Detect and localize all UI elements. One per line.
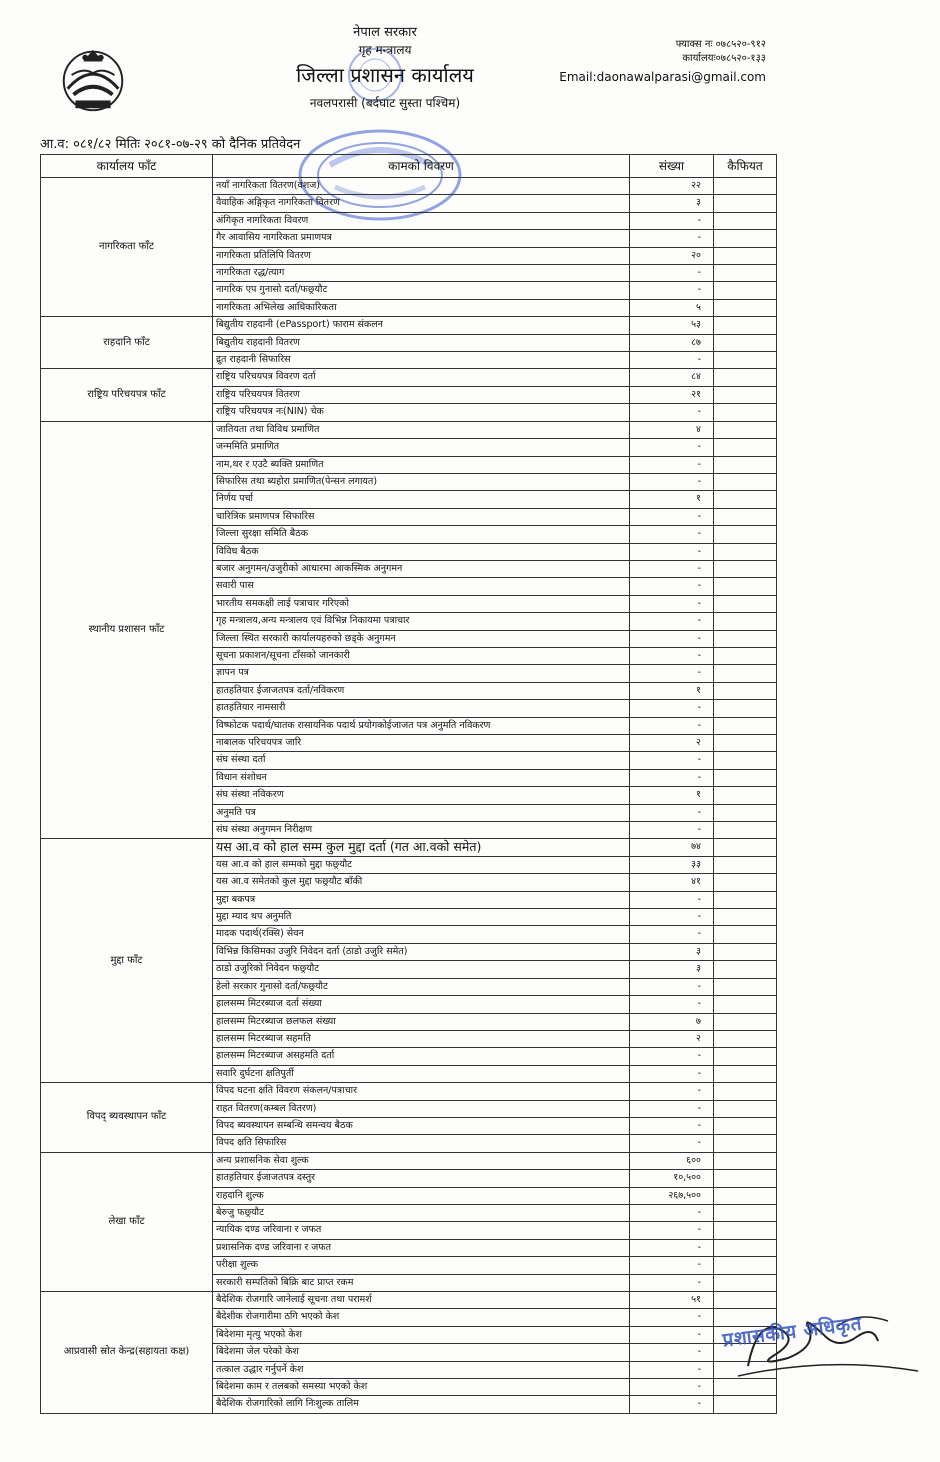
remarks-cell xyxy=(714,369,777,386)
activity-cell: जन्ममिति प्रमाणित xyxy=(213,439,630,456)
remarks-cell xyxy=(714,1239,777,1256)
nepal-emblem-icon xyxy=(54,40,132,118)
count-cell: - xyxy=(630,630,714,647)
count-cell: ५३ xyxy=(630,317,714,334)
header-activity: कामको विवरण xyxy=(213,155,630,178)
table-header-row xyxy=(41,155,777,178)
remarks-cell xyxy=(714,439,777,456)
remarks-cell xyxy=(714,456,777,473)
table-row xyxy=(41,1083,777,1100)
remarks-cell xyxy=(714,943,777,960)
activity-cell: हालसम्म मिटरब्याज छलफल संख्या xyxy=(213,1013,630,1030)
activity-cell: सवारी पास xyxy=(213,578,630,595)
activity-cell: बैदेशिक रोजगारि जानेलाई सूचना तथा परामर्श xyxy=(213,1292,630,1309)
table-body xyxy=(41,178,777,1414)
email-address: Email:daonawalparasi@gmail.com xyxy=(559,70,766,84)
count-cell: - xyxy=(630,526,714,543)
remarks-cell xyxy=(714,1257,777,1274)
activity-cell: राहदानि शुल्क xyxy=(213,1187,630,1204)
remarks-cell xyxy=(714,1170,777,1187)
count-cell: - xyxy=(630,1309,714,1326)
count-cell: - xyxy=(630,265,714,282)
count-cell: - xyxy=(630,647,714,664)
count-cell: - xyxy=(630,909,714,926)
activity-cell: मादक पदार्थ(रक्सि) सेवन xyxy=(213,926,630,943)
unit-cell: आप्रवासी स्रोत केन्द्र(सहायता कक्ष) xyxy=(41,1292,213,1414)
remarks-cell xyxy=(714,247,777,264)
remarks-cell xyxy=(714,404,777,421)
unit-cell: राहदानि फाँट xyxy=(41,317,213,369)
count-cell: - xyxy=(630,978,714,995)
count-cell: - xyxy=(630,1379,714,1396)
unit-cell: लेखा फाँट xyxy=(41,1152,213,1291)
remarks-cell xyxy=(714,421,777,438)
activity-cell: विधान संशोधन xyxy=(213,769,630,786)
remarks-cell xyxy=(714,1135,777,1152)
remarks-cell xyxy=(714,647,777,664)
activity-cell: अनुमति पत्र xyxy=(213,804,630,821)
remarks-cell xyxy=(714,735,777,752)
activity-cell: निर्णय पर्चा xyxy=(213,491,630,508)
activity-cell: सरकारी सम्पतिको बिक्रि बाट प्राप्त रकम xyxy=(213,1274,630,1291)
activity-cell: राहत वितरण(कम्बल वितरण) xyxy=(213,1100,630,1117)
count-cell: - xyxy=(630,613,714,630)
activity-cell: नयाँ नागरिकता वितरण(वंशज) xyxy=(213,178,630,195)
activity-cell: तत्काल उद्धार गर्नुपर्ने केश xyxy=(213,1361,630,1378)
table-row xyxy=(41,317,777,334)
count-cell: - xyxy=(630,1257,714,1274)
activity-cell: चारित्रिक प्रमाणपत्र सिफारिस xyxy=(213,508,630,525)
activity-cell: विभिन्न किसिमका उजुरि निवेदन दर्ता (ठाडो उजुरि समेत) xyxy=(213,943,630,960)
remarks-cell xyxy=(714,874,777,891)
count-cell: ६०० xyxy=(630,1152,714,1169)
header-unit: कार्यालय फाँट xyxy=(41,155,213,178)
count-cell: - xyxy=(630,1326,714,1343)
remarks-cell xyxy=(714,265,777,282)
count-cell: - xyxy=(630,473,714,490)
activity-cell: अन्य प्रशासनिक सेवा शुल्क xyxy=(213,1152,630,1169)
count-cell: २६७,५०० xyxy=(630,1187,714,1204)
count-cell: - xyxy=(630,578,714,595)
count-cell: ३ xyxy=(630,195,714,212)
count-cell: - xyxy=(630,717,714,734)
ministry-name: गृह मन्त्रालय xyxy=(358,43,412,57)
remarks-cell xyxy=(714,909,777,926)
activity-cell: बिद्युतीय राहदानी (ePassport) फाराम संकलन xyxy=(213,317,630,334)
count-cell: - xyxy=(630,891,714,908)
table-row xyxy=(41,178,777,195)
government-name: नेपाल सरकार xyxy=(353,25,417,40)
count-cell: ७ xyxy=(630,1013,714,1030)
count-cell: - xyxy=(630,1222,714,1239)
count-cell: ५ xyxy=(630,299,714,316)
letterhead xyxy=(250,24,520,112)
remarks-cell xyxy=(714,1222,777,1239)
count-cell: - xyxy=(630,769,714,786)
activity-cell: हातहतियार ईजाजतपत्र दर्ता/नविकरण xyxy=(213,682,630,699)
remarks-cell xyxy=(714,700,777,717)
activity-cell: विष्फोटक पदार्थ/घातक रासायनिक पदार्थ प्रयोगकोईजाजत पत्र अनुमति नविकरण xyxy=(213,717,630,734)
remarks-cell xyxy=(714,1065,777,1082)
activity-cell: विपद क्षति सिफारिस xyxy=(213,1135,630,1152)
table-row xyxy=(41,421,777,438)
activity-cell: बजार अनुगमन/उजुरीको आधारमा आकस्मिक अनुगमन xyxy=(213,560,630,577)
count-cell: - xyxy=(630,352,714,369)
count-cell: ८४ xyxy=(630,369,714,386)
table-row xyxy=(41,369,777,386)
remarks-cell xyxy=(714,560,777,577)
activity-cell: बैदेशिक रोजगारिको लागि निःशुल्क तालिम xyxy=(213,1396,630,1413)
count-cell: १ xyxy=(630,787,714,804)
activity-cell: ज्ञापन पत्र xyxy=(213,665,630,682)
activity-cell: हातहतियार नामसारी xyxy=(213,700,630,717)
count-cell: - xyxy=(630,212,714,229)
remarks-cell xyxy=(714,1204,777,1221)
unit-cell: स्थानीय प्रशासन फाँट xyxy=(41,421,213,839)
remarks-cell xyxy=(714,1396,777,1413)
count-cell: - xyxy=(630,1135,714,1152)
unit-cell: विपद् ब्यवस्थापन फाँट xyxy=(41,1083,213,1153)
remarks-cell xyxy=(714,787,777,804)
remarks-cell xyxy=(714,526,777,543)
count-cell: - xyxy=(630,439,714,456)
authorized-officer-stamp: प्रशासकीय अधिकृत xyxy=(721,1312,864,1352)
count-cell: २२ xyxy=(630,178,714,195)
remarks-cell xyxy=(714,926,777,943)
count-cell: - xyxy=(630,1239,714,1256)
remarks-cell xyxy=(714,769,777,786)
remarks-cell xyxy=(714,491,777,508)
table-row xyxy=(41,1152,777,1169)
remarks-cell xyxy=(714,195,777,212)
activity-cell: नागरिकता प्रतिलिपि वितरण xyxy=(213,247,630,264)
activity-cell: राष्ट्रिय परिचयपत्र नः(NIN) चेक xyxy=(213,404,630,421)
remarks-cell xyxy=(714,317,777,334)
count-cell: - xyxy=(630,1065,714,1082)
district-name: नवलपरासी (बर्दघाट सुस्ता पश्चिम) xyxy=(309,96,461,110)
daily-report-table xyxy=(40,154,777,1414)
activity-cell: सूचना प्रकाशन/सूचना टाँसको जानकारी xyxy=(213,647,630,664)
count-cell: - xyxy=(630,508,714,525)
activity-cell: परीक्षा शुल्क xyxy=(213,1257,630,1274)
count-cell: ४१ xyxy=(630,874,714,891)
count-cell: ४ xyxy=(630,421,714,438)
count-cell: - xyxy=(630,996,714,1013)
activity-cell: बिदेशमा काम र तलबको समस्या भएको केश xyxy=(213,1379,630,1396)
count-cell: - xyxy=(630,543,714,560)
remarks-cell xyxy=(714,1187,777,1204)
count-cell: - xyxy=(630,1048,714,1065)
count-cell: २ xyxy=(630,735,714,752)
remarks-cell xyxy=(714,299,777,316)
count-cell: २१ xyxy=(630,386,714,403)
unit-cell: मुद्दा फाँट xyxy=(41,839,213,1083)
activity-cell: मुद्दा बकपत्र xyxy=(213,891,630,908)
count-cell: - xyxy=(630,456,714,473)
remarks-cell xyxy=(714,1100,777,1117)
activity-cell: राष्ट्रिय परिचयपत्र विवरण दर्ता xyxy=(213,369,630,386)
remarks-cell xyxy=(714,230,777,247)
remarks-cell xyxy=(714,1117,777,1134)
remarks-cell xyxy=(714,856,777,873)
remarks-cell xyxy=(714,630,777,647)
count-cell: - xyxy=(630,1204,714,1221)
header-count: संख्या xyxy=(630,155,714,178)
fax-number: फ्याक्स नः ०७८५२०-९१२ xyxy=(675,39,766,50)
activity-cell: मुद्दा म्याद थप अनुमति xyxy=(213,909,630,926)
activity-cell: हालसम्म मिटरब्याज दर्ता संख्या xyxy=(213,996,630,1013)
activity-cell: बैदेशीक रोजगारीमा ठगि भएको केश xyxy=(213,1309,630,1326)
activity-cell: ठाडो उजुरिको निवेदन फछ्र्यौट xyxy=(213,961,630,978)
remarks-cell xyxy=(714,1083,777,1100)
activity-cell: विपद घटना क्षति विवरण संकलन/पत्राचार xyxy=(213,1083,630,1100)
activity-cell: विपद ब्यवस्थापन सम्बन्धि समन्वय बैठक xyxy=(213,1117,630,1134)
activity-cell: हातहतियार ईजाजतपत्र दस्तुर xyxy=(213,1170,630,1187)
remarks-cell xyxy=(714,578,777,595)
remarks-cell xyxy=(714,212,777,229)
report-title: आ.व: ०८१/८२ मितिः २०८१-०७-२९ को दैनिक प्रतिवेदन xyxy=(40,137,301,152)
remarks-cell xyxy=(714,334,777,351)
activity-cell: न्यायिक दण्ड जरिवाना र जफत xyxy=(213,1222,630,1239)
count-cell: - xyxy=(630,1117,714,1134)
count-cell: - xyxy=(630,1396,714,1413)
activity-cell: बेरुजु फछ्र्यौट xyxy=(213,1204,630,1221)
unit-cell: नागरिकता फाँट xyxy=(41,178,213,317)
count-cell: - xyxy=(630,822,714,839)
remarks-cell xyxy=(714,1152,777,1169)
remarks-cell xyxy=(714,613,777,630)
activity-cell: जातियता तथा विविध प्रमाणित xyxy=(213,421,630,438)
count-cell: - xyxy=(630,700,714,717)
remarks-cell xyxy=(714,978,777,995)
remarks-cell xyxy=(714,595,777,612)
count-cell: - xyxy=(630,1100,714,1117)
activity-cell: अंगिकृत नागरिकता विवरण xyxy=(213,212,630,229)
count-cell: - xyxy=(630,665,714,682)
remarks-cell xyxy=(714,996,777,1013)
remarks-cell xyxy=(714,752,777,769)
count-cell: १ xyxy=(630,682,714,699)
remarks-cell xyxy=(714,839,777,856)
unit-cell: राष्ट्रिय परिचयपत्र फाँट xyxy=(41,369,213,421)
count-cell: ८७ xyxy=(630,334,714,351)
remarks-cell xyxy=(714,543,777,560)
activity-cell: सवारि दुर्घटना क्षतिपुर्ती xyxy=(213,1065,630,1082)
activity-cell: गैर आवासिय नागरिकता प्रमाणपत्र xyxy=(213,230,630,247)
activity-cell: संघ संस्था नविकरण xyxy=(213,787,630,804)
activity-cell: हालसम्म मिटरब्याज असहमति दर्ता xyxy=(213,1048,630,1065)
table-row xyxy=(41,1292,777,1309)
count-cell: - xyxy=(630,804,714,821)
table-row xyxy=(41,839,777,856)
remarks-cell xyxy=(714,473,777,490)
activity-cell: वैवाहिक अङ्गिकृत नागरिकता वितरण xyxy=(213,195,630,212)
remarks-cell xyxy=(714,891,777,908)
contact-block xyxy=(559,38,766,84)
remarks-cell xyxy=(714,178,777,195)
activity-cell: नाबालक परिचयपत्र जारि xyxy=(213,735,630,752)
activity-cell: बिदेशमा मृत्यु भएको केश xyxy=(213,1326,630,1343)
remarks-cell xyxy=(714,822,777,839)
count-cell: २ xyxy=(630,1030,714,1047)
activity-cell: प्रशासनिक दण्ड जरिवाना र जफत xyxy=(213,1239,630,1256)
remarks-cell xyxy=(714,804,777,821)
remarks-cell xyxy=(714,282,777,299)
activity-cell: विविध बैठक xyxy=(213,543,630,560)
activity-cell: हेलो सरकार गुनासो दर्ता/फछ्र्यौट xyxy=(213,978,630,995)
count-cell: १ xyxy=(630,491,714,508)
count-cell: ३ xyxy=(630,961,714,978)
count-cell: - xyxy=(630,752,714,769)
count-cell: - xyxy=(630,1344,714,1361)
activity-cell: नागरिकता अभिलेख आधिकारिकता xyxy=(213,299,630,316)
count-cell: - xyxy=(630,1083,714,1100)
count-cell: - xyxy=(630,560,714,577)
count-cell: ५१ xyxy=(630,1292,714,1309)
activity-cell: नागरिकता रद्ध/त्याग xyxy=(213,265,630,282)
count-cell: ७४ xyxy=(630,839,714,856)
count-cell: - xyxy=(630,926,714,943)
count-cell: - xyxy=(630,230,714,247)
count-cell: २० xyxy=(630,247,714,264)
activity-cell: यस आ.व को हाल सम्मको मुद्दा फछ्र्यौट xyxy=(213,856,630,873)
remarks-cell xyxy=(714,1013,777,1030)
activity-cell: गृह मन्त्रालय,अन्य मन्त्रालय एवं विभिन्न निकायमा पत्राचार xyxy=(213,613,630,630)
remarks-cell xyxy=(714,1274,777,1291)
remarks-cell xyxy=(714,508,777,525)
office-name: जिल्ला प्रशासन कार्यालय xyxy=(296,63,474,87)
count-cell: ३३ xyxy=(630,856,714,873)
remarks-cell xyxy=(714,665,777,682)
remarks-cell xyxy=(714,386,777,403)
activity-cell: भारतीय समकक्षी लाई पत्राचार गरिएको xyxy=(213,595,630,612)
activity-cell: हालसम्म मिटरब्याज सहमति xyxy=(213,1030,630,1047)
activity-cell: जिल्ला सुरक्षा समिति बैठक xyxy=(213,526,630,543)
activity-cell: नाम,थर र एउटै ब्यक्ति प्रमाणित xyxy=(213,456,630,473)
remarks-cell xyxy=(714,961,777,978)
activity-cell: यस आ.व को हाल सम्म कुल मुद्दा दर्ता (गत आ.वको समेत) xyxy=(213,839,630,856)
count-cell: - xyxy=(630,1274,714,1291)
count-cell: १०,५०० xyxy=(630,1170,714,1187)
activity-cell: द्रुत राहदानी सिफारिस xyxy=(213,352,630,369)
activity-cell: राष्ट्रिय परिचयपत्र वितरण xyxy=(213,386,630,403)
count-cell: - xyxy=(630,404,714,421)
remarks-cell xyxy=(714,682,777,699)
count-cell: ३ xyxy=(630,943,714,960)
activity-cell: सिफारिस तथा ब्यहोरा प्रमाणित(पेन्सन लगायत) xyxy=(213,473,630,490)
activity-cell: संघ संस्था दर्ता xyxy=(213,752,630,769)
activity-cell: बिद्युतीय राहदानी वितरण xyxy=(213,334,630,351)
activity-cell: जिल्ला स्थित सरकारी कार्यालयहरुको छड्के अनुगमन xyxy=(213,630,630,647)
count-cell: - xyxy=(630,595,714,612)
activity-cell: नागरिक एप गुनासो दर्ता/फछ्र्यौट xyxy=(213,282,630,299)
count-cell: - xyxy=(630,282,714,299)
activity-cell: संघ संस्था अनुगमन निरीक्षण xyxy=(213,822,630,839)
remarks-cell xyxy=(714,352,777,369)
header-remarks: कैफियत xyxy=(714,155,777,178)
remarks-cell xyxy=(714,717,777,734)
office-phone: कार्यालयः०७८५२०-१३३ xyxy=(682,53,766,64)
remarks-cell xyxy=(714,1030,777,1047)
activity-cell: यस आ.व समेतको कुल मुद्दा फछ्र्यौट बाँकी xyxy=(213,874,630,891)
count-cell: - xyxy=(630,1361,714,1378)
activity-cell: बिदेशमा जेल परेको केश xyxy=(213,1344,630,1361)
remarks-cell xyxy=(714,1048,777,1065)
